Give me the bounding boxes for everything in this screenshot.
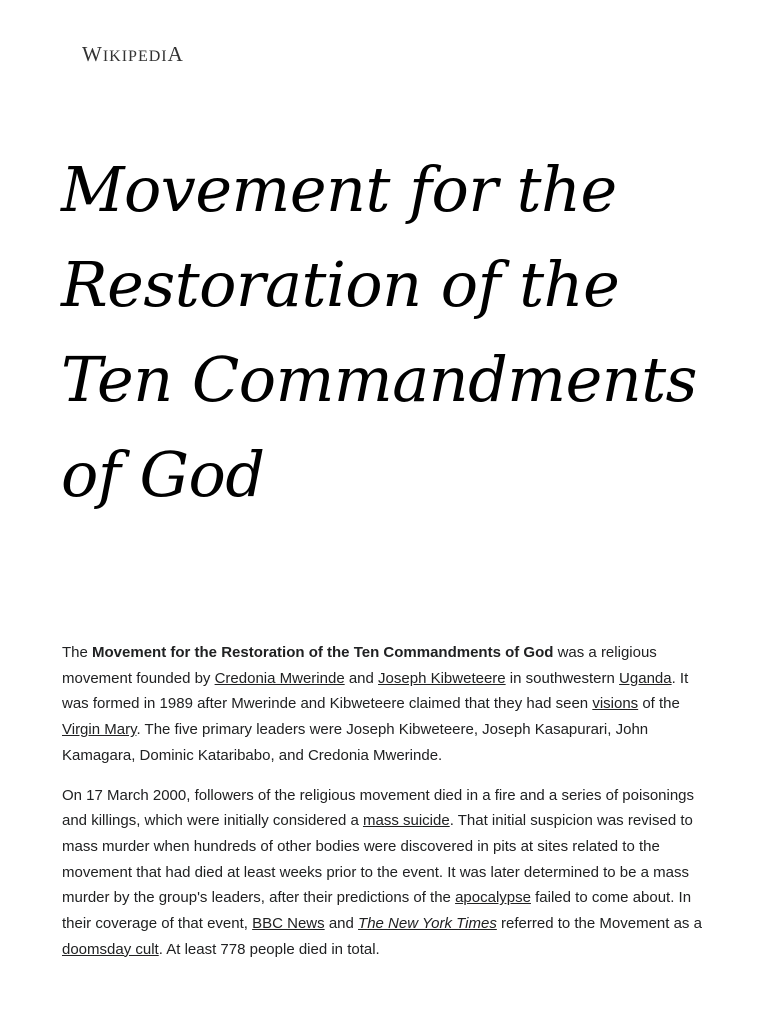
logo-letters: IKIPEDI <box>102 48 168 65</box>
link-doomsday-cult[interactable]: doomsday cult <box>62 940 159 958</box>
event-paragraph <box>62 783 707 963</box>
link-visions[interactable]: visions <box>592 695 639 713</box>
text: The <box>62 644 93 661</box>
wikipedia-wordmark[interactable] <box>82 42 184 67</box>
text: was a religious movement founded by <box>62 644 657 687</box>
text: of the <box>638 695 680 713</box>
link-mass-suicide[interactable]: mass suicide <box>362 812 450 830</box>
link-bbc-news[interactable]: BBC News <box>252 915 325 933</box>
link-uganda[interactable]: Uganda <box>619 669 672 687</box>
text: On 17 March 2000, followers of the religious movement died in a fire and a series of poisonings and killings, which were initially considered a <box>62 786 695 830</box>
text: . At least 778 people died in total. <box>158 940 380 958</box>
link-joseph-kibweteere[interactable]: Joseph Kibweteere <box>378 669 506 687</box>
text: failed to come about. In their coverage of that event, <box>62 889 692 933</box>
link-apocalypse[interactable]: apocalypse <box>455 889 531 907</box>
intro-paragraph <box>62 640 707 769</box>
link-new-york-times[interactable]: The New York Times <box>358 915 497 933</box>
text: . It was formed in 1989 after Mwerinde and Kibweteere claimed that they had seen <box>62 669 689 713</box>
text: in southwestern <box>505 669 620 687</box>
logo-letter-w: W <box>82 42 103 66</box>
article-body <box>62 640 707 976</box>
bold-subject: Movement for the Restoration of the Ten Commandments of God <box>92 644 554 661</box>
link-virgin-mary[interactable]: Virgin Mary <box>62 721 137 739</box>
link-credonia-mwerinde[interactable]: Credonia Mwerinde <box>214 669 345 687</box>
text: and <box>324 915 359 933</box>
logo-letter-a: A <box>167 42 184 66</box>
text: . The five primary leaders were Joseph Kibweteere, Joseph Kasapurari, John Kamagara, Dominic Kataribabo, and Credonia Mwerinde. <box>62 721 649 764</box>
text: . That initial suspicion was revised to mass murder when hundreds of other bodies were discovered in pits at sites related to the movement that had died at least weeks prior to the event. It was later determined to be a mass murder by the group's leaders, after their predictions of the <box>62 812 693 907</box>
page-title: Movement for the Restoration of the Ten Commandments of God <box>61 153 697 511</box>
text: referred to the Movement as a <box>496 915 702 933</box>
text: and <box>344 669 379 687</box>
